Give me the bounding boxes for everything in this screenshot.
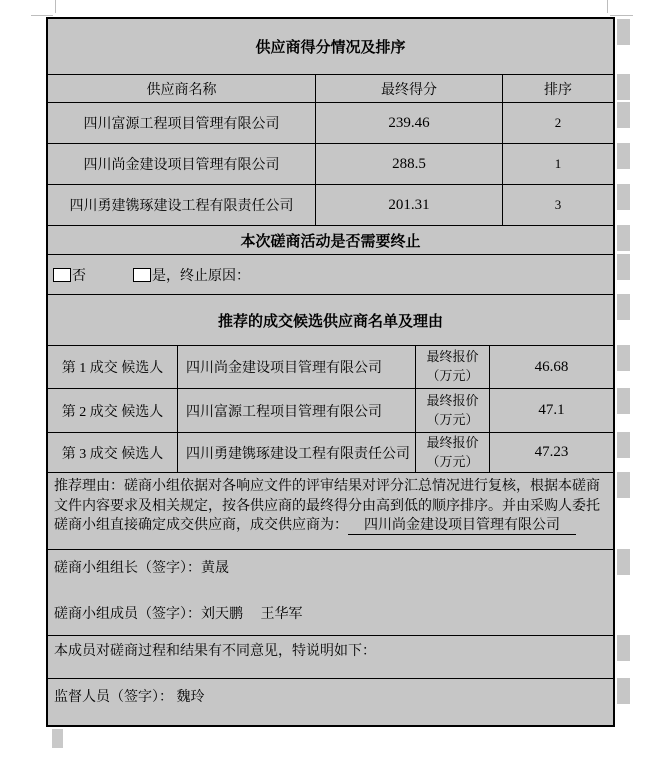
rank-value: 1: [502, 144, 613, 184]
candidate-rank-label: 第 1 成交 候选人: [61, 361, 164, 376]
final-score: 201.31: [315, 185, 502, 225]
row-end-marker: [617, 254, 630, 280]
supervisor-signature-label: 监督人员（签字）：: [54, 690, 173, 705]
candidate-rank-label: 第 3 成交 候选人: [61, 446, 164, 462]
final-quote-header-line1: 最终报价: [426, 392, 479, 408]
final-quote-header-line2: （万元）: [426, 411, 479, 427]
supplier-name: 四川富源工程项目管理有限公司: [83, 117, 280, 132]
signature-block: [48, 549, 613, 635]
score-row: [48, 102, 613, 143]
final-quote-header: [415, 346, 489, 388]
dissent-note: 本成员对磋商过程和结果有不同意见，特说明如下：: [54, 644, 376, 659]
supervisor-row: [48, 678, 613, 725]
score-section-title: 供应商得分情况及排序: [255, 40, 406, 56]
score-row: [48, 143, 613, 184]
row-end-marker: [617, 74, 630, 100]
recommendation-reason: [48, 472, 613, 549]
candidate-row: [48, 388, 613, 432]
supervisor-signature-name: 魏玲: [173, 690, 205, 705]
checkbox-no-label: 否: [72, 268, 86, 284]
members-signature-line: [54, 605, 607, 625]
supplier-name: 四川尚金建设项目管理有限公司: [83, 158, 280, 173]
row-end-marker: [617, 432, 630, 458]
margin-crop-mark-top-left-horizontal: [31, 15, 53, 16]
final-quote-value: 47.23: [489, 433, 613, 472]
checkbox-yes[interactable]: [133, 268, 151, 282]
candidate-row: [48, 345, 613, 388]
candidate-name: 四川尚金建设项目管理有限公司: [177, 346, 415, 388]
final-quote-value: 47.1: [489, 389, 613, 432]
col-header-rank: 排序: [502, 75, 613, 102]
supplier-name: 四川勇建镌琢建设工程有限责任公司: [69, 199, 294, 214]
col-header-final-score: 最终得分: [315, 75, 502, 102]
members-signature-names: 刘天鹏 王华军: [201, 606, 303, 622]
candidates-section-title: 推荐的成交候选供应商名单及理由: [217, 313, 443, 330]
row-end-marker: [617, 635, 630, 661]
recommendation-reason-text: 推荐理由：磋商小组依据对各响应文件的评审结果对评分汇总情况进行复核，根据本磋商文件内容要求及相关规定，按各供应商的最终得分由高到低的顺序排序。并由采购人委托磋商小组直接确定成交供应商，成交供应商为：: [54, 479, 600, 533]
row-end-marker: [617, 184, 630, 210]
row-end-marker: [617, 345, 630, 371]
members-signature-label: 磋商小组成员（签字）：: [54, 606, 201, 622]
row-end-marker: [617, 472, 630, 498]
checkbox-no[interactable]: [53, 268, 71, 282]
candidate-name: 四川勇建镌琢建设工程有限责任公司: [177, 433, 415, 472]
row-end-marker: [617, 102, 630, 128]
row-end-marker: [617, 143, 630, 169]
final-quote-header-line1: 最终报价: [426, 349, 479, 365]
final-quote-header-line2: （万元）: [426, 453, 479, 469]
checkbox-yes-label: 是，终止原因：: [152, 268, 250, 284]
row-end-marker: [617, 225, 630, 251]
final-quote-header: [415, 433, 489, 472]
candidate-rank-label: 第 2 成交 候选人: [61, 404, 164, 420]
leader-signature-name: 黄晟: [201, 561, 229, 576]
evaluation-result-table: [46, 17, 615, 727]
rank-value: 2: [502, 103, 613, 143]
score-row: [48, 184, 613, 225]
termination-choice-row: [48, 254, 613, 294]
margin-crop-mark-top-left-vertical: [55, 0, 56, 13]
row-end-marker: [617, 19, 630, 45]
end-of-table-marker: [52, 729, 63, 748]
final-quote-header-line1: 最终报价: [426, 434, 479, 450]
margin-crop-mark-top-right-vertical: [607, 0, 608, 13]
margin-crop-mark-top-right-horizontal: [610, 15, 633, 16]
row-end-marker: [617, 549, 630, 575]
leader-signature-line: [54, 559, 607, 579]
dissent-row: [48, 635, 613, 678]
score-table-header-row: [48, 74, 613, 102]
row-end-marker: [617, 678, 630, 704]
final-quote-header: [415, 389, 489, 432]
final-score: 239.46: [315, 103, 502, 143]
final-score: 288.5: [315, 144, 502, 184]
leader-signature-label: 磋商小组组长（签字）：: [54, 561, 201, 576]
row-end-marker: [617, 388, 630, 414]
rank-value: 3: [502, 185, 613, 225]
final-quote-value: 46.68: [489, 346, 613, 388]
candidate-row: [48, 432, 613, 472]
winning-supplier-name: 四川尚金建设项目管理有限公司: [348, 518, 576, 535]
candidate-name: 四川富源工程项目管理有限公司: [177, 389, 415, 432]
col-header-supplier-name: 供应商名称: [146, 82, 217, 98]
final-quote-header-line2: （万元）: [426, 368, 479, 383]
termination-section-title: 本次磋商活动是否需要终止: [240, 233, 421, 250]
row-end-marker: [617, 294, 630, 320]
